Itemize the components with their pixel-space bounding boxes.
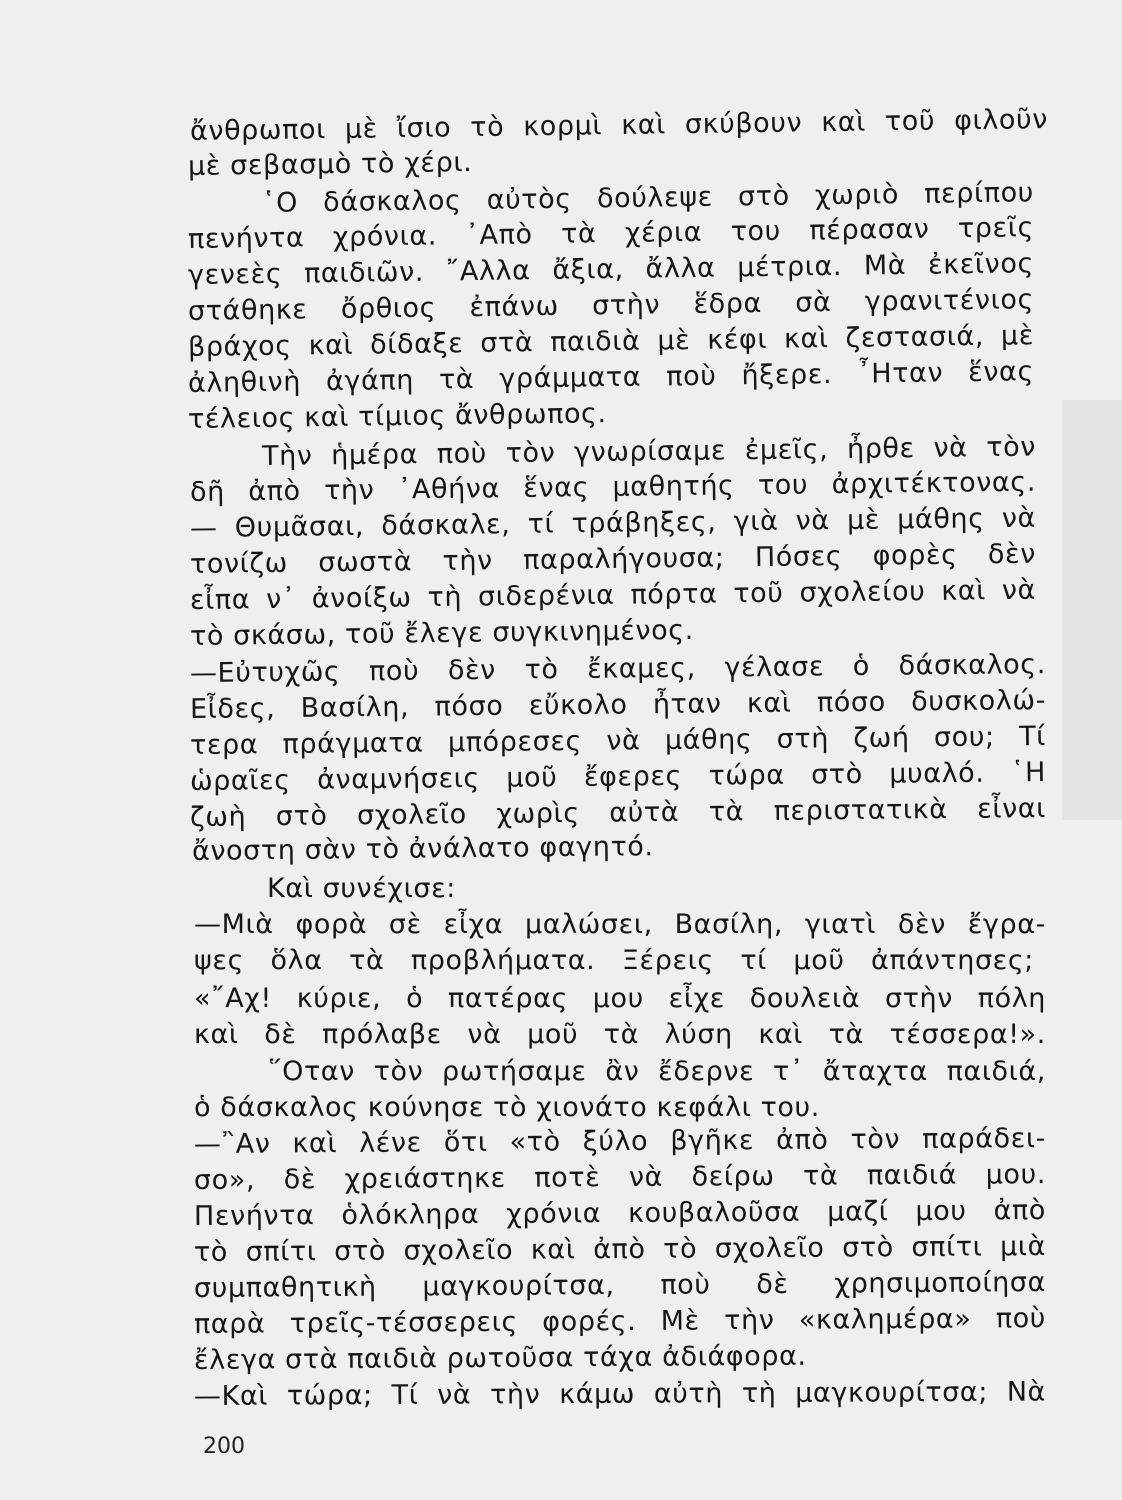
text-line: ὁ δάσκαλος κούνησε τὸ χιονάτο κεφάλι του.: [194, 1092, 820, 1123]
text-line: δῆ ἀπὸ τὴν ᾿Αθήνα ἕνας μαθητής του ἀρχιτέκτονας.: [189, 466, 1037, 508]
text-line: ἄνοστη σὰν τὸ ἀνάλατο φαγητό.: [191, 831, 654, 867]
text-line: Πενήντα ὁλόκληρα χρόνια κουβαλοῦσα μαζί μου ἀπὸ: [193, 1195, 1047, 1232]
text-line: ψες ὅλα τὰ προβλήματα. Ξέρεις τί μοῦ ἀπάντησες;: [194, 945, 1034, 976]
text-line: τέλειος καὶ τίμιος ἄνθρωπος.: [187, 398, 607, 435]
text-line: ῞Οταν τὸν ρωτήσαμε ἂν ἔδερνε τ᾿ ἄταχτα παιδιά,: [268, 1056, 1046, 1087]
text-line: ἄνθρωποι μὲ ἴσιο τὸ κορμὶ καὶ σκύβουν καὶ τοῦ φιλοῦν: [189, 104, 1049, 147]
text-line: —῍Αν καὶ λένε ὅτι «τὸ ξύλο βγῆκε ἀπὸ τὸν παράδει-: [193, 1123, 1047, 1160]
text-line: γενεὲς παιδιῶν. ῎Αλλα ἄξια, ἄλλα μέτρια. Μὰ ἐκεῖνος: [187, 248, 1035, 291]
text-line: ἔλεγα στὰ παιδιὰ ρωτοῦσα τάχα ἀδιάφορα.: [193, 1340, 807, 1376]
text-line: Καὶ συνέχισε:: [267, 873, 456, 904]
text-line: βράχος καὶ δίδαξε στὰ παιδιὰ μὲ κέφι καὶ ζεστασιά, μὲ: [187, 320, 1035, 363]
text-line: —Μιὰ φορὰ σὲ εἶχα μαλώσει, Βασίλη, γιατὶ δὲν ἔγρα-: [194, 909, 1046, 940]
text-line: πενήντα χρόνια. ᾿Απὸ τὰ χέρια του πέρασαν τρεῖς: [187, 212, 1035, 255]
text-line: ἀληθινὴ ἀγάπη τὰ γράμματα ποὺ ἤξερε. ῏Ηταν ἕνας: [187, 356, 1035, 399]
text-line: συμπαθητικὴ μαγκουρίτσα, ποὺ δὲ χρησιμοποίησα: [193, 1267, 1047, 1304]
text-line: παρὰ τρεῖς-τέσσερεις φορές. Μὲ τὴν «καλημέρα» ποὺ: [193, 1303, 1047, 1340]
text-line: ὡραῖες ἀναμνήσεις μοῦ ἔφερες τώρα στὸ μυαλό. ῾Η: [189, 757, 1047, 797]
text-line: — Θυμᾶσαι, δάσκαλε, τί τράβηξες, γιὰ νὰ μὲ μάθης νὰ: [189, 502, 1037, 544]
text-line: τονίζω σωστὰ τὴν παραλήγουσα; Πόσες φορὲς δὲν: [189, 538, 1037, 580]
text-line: στάθηκε ὄρθιος ἐπάνω στὴν ἕδρα σὰ γρανιτένιος: [187, 284, 1035, 327]
text-line: «῎Αχ! κύριε, ὁ πατέρας μου εἶχε δουλειὰ στὴν πόλη: [194, 983, 1046, 1014]
text-line: τὸ σπίτι στὸ σχολεῖο καὶ ἀπὸ τὸ σχολεῖο στὸ σπίτι μιὰ: [193, 1231, 1047, 1268]
text-line: τὸ σκάσω, τοῦ ἔλεγε συγκινημένος.: [189, 614, 695, 652]
text-line: —Εὐτυχῶς ποὺ δὲν τὸ ἔκαμες, γέλασε ὁ δάσκαλος.: [189, 649, 1047, 689]
text-line: μὲ σεβασμὸ τὸ χέρι.: [187, 147, 473, 182]
text-line: σο», δὲ χρειάστηκε ποτὲ νὰ δείρω τὰ παιδιά μου.: [193, 1159, 1047, 1196]
text-line: εἶπα ν᾿ ἀνοίξω τὴ σιδερένια πόρτα τοῦ σχολείου καὶ νὰ: [189, 574, 1037, 616]
text-line: Τὴν ἡμέρα ποὺ τὸν γνωρίσαμε ἐμεῖς, ἦρθε νὰ τὸν: [261, 431, 1037, 472]
text-line: Εἶδες, Βασίλη, πόσο εὔκολο ἦταν καὶ πόσο δυσκολώ-: [189, 685, 1047, 725]
text-line: —Καὶ τώρα; Τί νὰ τὴν κάμω αὐτὴ τὴ μαγκουρίτσα; Νὰ: [193, 1376, 1047, 1412]
page-edge-shadow: [1062, 400, 1122, 820]
text-line: ῾Ο δάσκαλος αὐτὸς δούλεψε στὸ χωριὸ περίπου: [261, 177, 1035, 219]
text-line: τερα πράγματα μπόρεσες νὰ μάθης στὴ ζωή σου; Τί: [189, 721, 1047, 761]
page-number: 200: [203, 1434, 245, 1459]
text-line: καὶ δὲ πρόλαβε νὰ μοῦ τὰ λύση καὶ τὰ τέσσερα!».: [194, 1019, 1046, 1050]
text-line: ζωὴ στὸ σχολεῖο χωρὶς αὐτὰ τὰ περιστατικὰ εἶναι: [189, 793, 1047, 833]
